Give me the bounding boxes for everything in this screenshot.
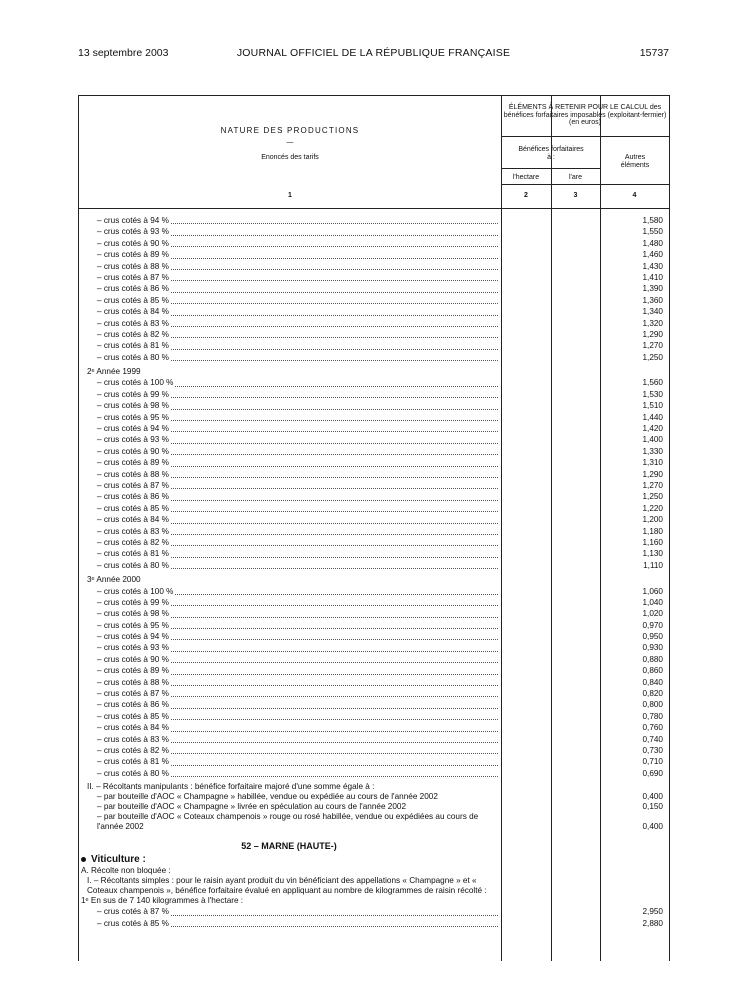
row-label-text: – crus cotés à 86 % [97, 492, 169, 502]
row-label-text: – crus cotés à 95 % [97, 620, 169, 630]
table-row [79, 423, 669, 434]
row-value: 0,950 [642, 632, 663, 642]
row-label [97, 654, 499, 665]
table-row [79, 711, 669, 722]
row-value: 1,530 [642, 389, 663, 399]
row-label [97, 261, 499, 272]
table-row [79, 249, 669, 260]
row-label [97, 586, 499, 597]
row-label [97, 249, 499, 260]
row-label [97, 514, 499, 525]
row-label [97, 526, 499, 537]
row-label [97, 389, 499, 400]
row-value: 1,390 [642, 284, 663, 294]
row-value: 1,320 [642, 318, 663, 328]
row-value: 1,340 [642, 307, 663, 317]
are-heading: l'are [568, 174, 582, 181]
row-label-text: – crus cotés à 99 % [97, 597, 169, 607]
row-label-text: – crus cotés à 84 % [97, 515, 169, 525]
autres-heading: Autres éléments [620, 154, 650, 169]
manipulant-item-value: 0,400 [642, 792, 663, 802]
column-number-2: 2 [524, 192, 528, 199]
manipulant-item-value: 0,400 [642, 822, 663, 832]
row-label [97, 329, 499, 340]
row-value: 0,880 [642, 654, 663, 664]
row-value: 0,690 [642, 768, 663, 778]
table-row [79, 734, 669, 745]
row-value: 0,760 [642, 723, 663, 733]
row-label-text: – crus cotés à 88 % [97, 261, 169, 271]
row-label [97, 238, 499, 249]
table-row [79, 469, 669, 480]
row-label-text: – crus cotés à 83 % [97, 318, 169, 328]
row-value: 1,420 [642, 424, 663, 434]
row-label [97, 480, 499, 491]
row-label [97, 340, 499, 351]
row-label [97, 457, 499, 468]
row-value: 1,220 [642, 503, 663, 513]
table-row [79, 560, 669, 571]
page-header [78, 47, 669, 61]
table-row [79, 503, 669, 514]
row-label [97, 722, 499, 733]
row-value: 1,550 [642, 227, 663, 237]
row-label-text: – crus cotés à 100 % [97, 378, 174, 388]
row-value: 0,860 [642, 666, 663, 676]
table-row [79, 586, 669, 597]
hectare-heading: l'hectare [512, 174, 540, 181]
row-value: 0,780 [642, 711, 663, 721]
row-label [97, 469, 499, 480]
manipulants-list [79, 792, 669, 832]
row-value: 0,840 [642, 677, 663, 687]
header-divider [501, 184, 669, 185]
table-row [79, 434, 669, 445]
row-label-text: – crus cotés à 87 % [97, 480, 169, 490]
department-heading: 52 – MARNE (HAUTE-) [241, 841, 337, 852]
row-label-text: – crus cotés à 80 % [97, 768, 169, 778]
row-label-text: – crus cotés à 90 % [97, 446, 169, 456]
row-value: 1,020 [642, 609, 663, 619]
row-label [97, 283, 499, 294]
row-value: 1,360 [642, 295, 663, 305]
row-value: 1,580 [642, 216, 663, 225]
row-label [97, 306, 499, 317]
row-label [97, 434, 499, 445]
row-value: 1,130 [642, 549, 663, 559]
year-2000-heading: 3ᵉ Année 2000 [87, 575, 141, 585]
row-label [97, 745, 499, 756]
row-label [97, 400, 499, 411]
table-row [79, 514, 669, 525]
table-row [79, 526, 669, 537]
row-label-text: – crus cotés à 99 % [97, 389, 169, 399]
table-row [79, 756, 669, 767]
row-value: 2,880 [642, 918, 663, 928]
table-row [79, 389, 669, 400]
row-value: 1,290 [642, 329, 663, 339]
row-label-text: – crus cotés à 93 % [97, 643, 169, 653]
row-label [97, 756, 499, 767]
row-value: 1,200 [642, 515, 663, 525]
row-value: 1,430 [642, 261, 663, 271]
table-row [79, 768, 669, 779]
elements-heading: ÉLÉMENTS À RETENIR POUR LE CALCUL des bénéfices forfaitaires imposables (exploitant-fermier) (en euros) [503, 104, 667, 126]
table-row [79, 918, 669, 929]
table-row [79, 537, 669, 548]
row-value: 0,930 [642, 643, 663, 653]
row-label [97, 560, 499, 571]
row-label-text: – crus cotés à 100 % [97, 586, 174, 596]
header-divider [501, 136, 669, 137]
row-value: 1,160 [642, 537, 663, 547]
table-row [79, 688, 669, 699]
row-value: 1,400 [642, 435, 663, 445]
row-label-text: – crus cotés à 83 % [97, 526, 169, 536]
row-value: 0,820 [642, 689, 663, 699]
row-label [97, 608, 499, 619]
table-row [79, 665, 669, 676]
table-row [79, 329, 669, 340]
header-bottom-rule [79, 208, 669, 209]
table-row [79, 548, 669, 559]
bullet-icon [81, 857, 86, 862]
manipulant-item-value: 0,150 [642, 802, 663, 812]
header-divider [501, 168, 600, 169]
row-label-text: – crus cotés à 94 % [97, 424, 169, 434]
column-number-1: 1 [288, 192, 292, 199]
row-label-text: – crus cotés à 81 % [97, 757, 169, 767]
row-value: 1,310 [642, 458, 663, 468]
row-label-text: – crus cotés à 80 % [97, 560, 169, 570]
row-label-text: – crus cotés à 98 % [97, 609, 169, 619]
manipulant-item [79, 812, 669, 832]
table-row [79, 620, 669, 631]
row-label [97, 272, 499, 283]
row-value: 1,250 [642, 492, 663, 502]
table-row [79, 295, 669, 306]
row-label [97, 423, 499, 434]
column-number-3: 3 [573, 192, 578, 199]
row-value: 1,110 [643, 560, 663, 570]
nature-dash: — [286, 139, 294, 146]
row-label-text: – crus cotés à 83 % [97, 734, 169, 744]
header-page-number: 15737 [639, 47, 669, 59]
recoltants-simples-paragraph: I. – Récoltants simples : pour le raisin ayant produit du vin bénéficiant des appellations « Champagne » et « Coteaux champenois », bénéfice forfaitaire évalué en appliquant au nombre de kilogrammes de raisin récolté : [87, 876, 487, 896]
row-label [97, 597, 499, 608]
row-value: 1,270 [642, 341, 663, 351]
table-row [79, 352, 669, 363]
viticulture-label: Viticulture : [91, 854, 146, 866]
row-label [97, 548, 499, 559]
row-label [97, 688, 499, 699]
row-value: 1,460 [642, 250, 663, 260]
row-value: 1,510 [642, 401, 663, 411]
row-label-text: – crus cotés à 84 % [97, 307, 169, 317]
row-label [97, 918, 499, 929]
row-label-text: – crus cotés à 80 % [97, 352, 169, 362]
row-label [97, 352, 499, 363]
table-row [79, 412, 669, 423]
row-label-text: – crus cotés à 84 % [97, 723, 169, 733]
header-date: 13 septembre 2003 [78, 47, 169, 59]
row-value: 1,250 [642, 352, 663, 362]
table-row [79, 238, 669, 249]
table-row [79, 283, 669, 294]
row-label-text: – crus cotés à 88 % [97, 677, 169, 687]
row-label-text: – crus cotés à 89 % [97, 250, 169, 260]
table-body [79, 215, 669, 929]
row-label-text: – crus cotés à 89 % [97, 666, 169, 676]
row-label-text: – crus cotés à 93 % [97, 435, 169, 445]
row-label [97, 295, 499, 306]
row-value: 1,270 [642, 480, 663, 490]
row-label [97, 318, 499, 329]
row-label [97, 226, 499, 237]
row-label [97, 768, 499, 779]
row-label-text: – crus cotés à 89 % [97, 458, 169, 468]
rows-group-1999 [79, 377, 669, 571]
manipulant-item-label: – par bouteille d'AOC « Champagne » habillée, vendue ou expédiée au cours de l'année 2002 [97, 792, 438, 802]
manipulant-item-label: – par bouteille d'AOC « Coteaux champenois » rouge ou rosé habillée, vendue ou expédiées au cours de l'année 2002 [97, 812, 479, 832]
row-value: 1,560 [642, 378, 663, 388]
row-label [97, 906, 499, 917]
table-row [79, 377, 669, 388]
row-value: 1,180 [642, 526, 663, 536]
row-label-text: – crus cotés à 90 % [97, 654, 169, 664]
row-label-text: – crus cotés à 94 % [97, 216, 169, 225]
table-row [79, 400, 669, 411]
row-label-text: – crus cotés à 87 % [97, 907, 169, 917]
table-row [79, 906, 669, 917]
row-label [97, 491, 499, 502]
row-value: 2,950 [642, 907, 663, 917]
row-label [97, 734, 499, 745]
row-label-text: – crus cotés à 82 % [97, 329, 169, 339]
table-row [79, 446, 669, 457]
table-row [79, 745, 669, 756]
manipulant-item-label: – par bouteille d'AOC « Champagne » livrée en spéculation au cours de l'année 2002 [97, 802, 406, 812]
row-value: 1,060 [642, 586, 663, 596]
row-label [97, 537, 499, 548]
manipulant-item [79, 802, 669, 812]
row-label [97, 631, 499, 642]
row-value: 1,480 [642, 238, 663, 248]
table-row [79, 608, 669, 619]
row-label [97, 642, 499, 653]
rows-group-1998 [79, 215, 669, 363]
tariff-table [78, 95, 670, 961]
table-row [79, 480, 669, 491]
row-label [97, 446, 499, 457]
table-row [79, 340, 669, 351]
row-label-text: – crus cotés à 90 % [97, 238, 169, 248]
viticulture-heading [79, 853, 669, 866]
table-row [79, 318, 669, 329]
table-row [79, 306, 669, 317]
table-row [79, 261, 669, 272]
row-label-text: – crus cotés à 82 % [97, 537, 169, 547]
row-label [97, 377, 499, 388]
row-label-text: – crus cotés à 93 % [97, 227, 169, 237]
row-label-text: – crus cotés à 87 % [97, 689, 169, 699]
row-label-text: – crus cotés à 98 % [97, 401, 169, 411]
nature-heading: NATURE DES PRODUCTIONS [220, 126, 360, 135]
row-label [97, 699, 499, 710]
row-label-text: – crus cotés à 88 % [97, 469, 169, 479]
row-label-text: – crus cotés à 95 % [97, 412, 169, 422]
year-1999-heading: 2ᵉ Année 1999 [87, 367, 141, 377]
row-value: 0,800 [642, 700, 663, 710]
row-value: 1,040 [642, 597, 663, 607]
manipulants-heading: II. – Récoltants manipulants : bénéfice forfaitaire majoré d'une somme égale à : [87, 782, 375, 792]
row-value: 0,970 [642, 620, 663, 630]
row-value: 1,330 [642, 446, 663, 456]
table-row [79, 722, 669, 733]
row-label-text: – crus cotés à 85 % [97, 918, 169, 928]
table-row [79, 654, 669, 665]
row-value: 1,440 [642, 412, 663, 422]
table-row [79, 215, 669, 226]
row-label [97, 677, 499, 688]
row-label-text: – crus cotés à 81 % [97, 549, 169, 559]
table-row [79, 491, 669, 502]
table-row [79, 699, 669, 710]
row-value: 1,410 [642, 272, 663, 282]
row-label [97, 503, 499, 514]
header-journal-title: JOURNAL OFFICIEL DE LA RÉPUBLIQUE FRANÇAISE [236, 47, 511, 59]
row-label-text: – crus cotés à 85 % [97, 295, 169, 305]
row-value: 1,290 [642, 469, 663, 479]
table-row [79, 631, 669, 642]
row-label-text: – crus cotés à 86 % [97, 700, 169, 710]
row-value: 0,740 [642, 734, 663, 744]
rows-group-2000 [79, 586, 669, 780]
row-label-text: – crus cotés à 82 % [97, 745, 169, 755]
rows-group-marne [79, 906, 669, 929]
row-value: 0,710 [642, 757, 663, 767]
row-label-text: – crus cotés à 87 % [97, 272, 169, 282]
row-label-text: – crus cotés à 94 % [97, 632, 169, 642]
column-number-4: 4 [632, 192, 637, 199]
row-label [97, 665, 499, 676]
table-row [79, 597, 669, 608]
table-row [79, 642, 669, 653]
row-label [97, 620, 499, 631]
table-row [79, 226, 669, 237]
enonces-heading: Enoncés des tarifs [261, 154, 319, 161]
row-value: 0,730 [642, 745, 663, 755]
row-label-text: – crus cotés à 85 % [97, 503, 169, 513]
row-label [97, 711, 499, 722]
recolte-heading: A. Récolte non bloquée : [81, 866, 171, 876]
row-label-text: – crus cotés à 85 % [97, 711, 169, 721]
row-label [97, 412, 499, 423]
row-label-text: – crus cotés à 81 % [97, 341, 169, 351]
table-row [79, 272, 669, 283]
benefices-heading: Bénéfices forfaitaires à : [518, 146, 584, 161]
row-label [97, 215, 499, 226]
row-label-text: – crus cotés à 86 % [97, 284, 169, 294]
manipulant-item [79, 792, 669, 802]
sus-heading: 1ᵉ En sus de 7 140 kilogrammes à l'hectare : [81, 896, 244, 906]
table-row [79, 677, 669, 688]
table-row [79, 457, 669, 468]
